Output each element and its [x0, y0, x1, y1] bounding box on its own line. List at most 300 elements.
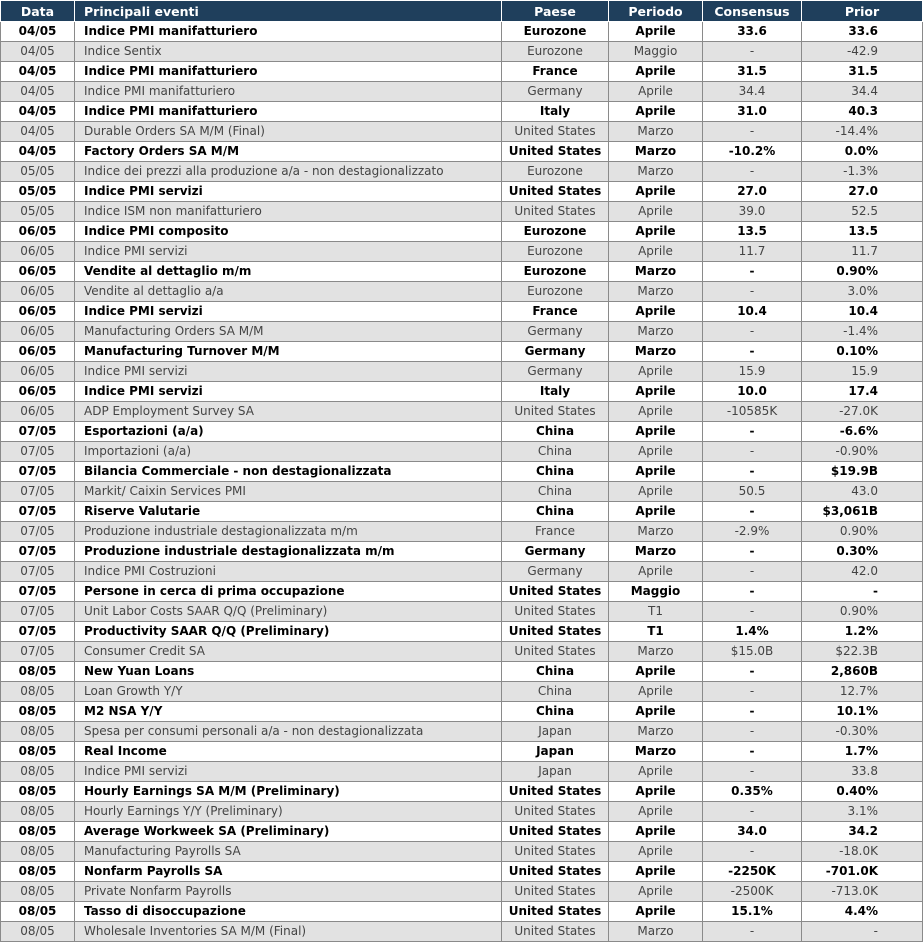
- cell-event: Private Nonfarm Payrolls: [75, 882, 502, 902]
- cell-consensus: $15.0B: [703, 642, 802, 662]
- cell-date: 07/05: [1, 622, 75, 642]
- table-row: [1, 122, 923, 142]
- cell-date: 06/05: [1, 382, 75, 402]
- cell-date: 07/05: [1, 542, 75, 562]
- cell-country: China: [502, 662, 609, 682]
- table-row: [1, 42, 923, 62]
- cell-event: Vendite al dettaglio m/m: [75, 262, 502, 282]
- cell-period: Aprile: [609, 442, 703, 462]
- cell-consensus: 34.4: [703, 82, 802, 102]
- cell-period: Aprile: [609, 202, 703, 222]
- cell-date: 04/05: [1, 22, 75, 42]
- cell-consensus: -: [703, 122, 802, 142]
- table-row: [1, 882, 923, 902]
- cell-date: 08/05: [1, 702, 75, 722]
- table-row: [1, 682, 923, 702]
- cell-period: Aprile: [609, 482, 703, 502]
- cell-prior: 42.0: [802, 562, 923, 582]
- cell-period: Aprile: [609, 562, 703, 582]
- cell-date: 07/05: [1, 582, 75, 602]
- cell-prior: 10.1%: [802, 702, 923, 722]
- table-row: [1, 662, 923, 682]
- cell-consensus: 50.5: [703, 482, 802, 502]
- cell-period: Aprile: [609, 382, 703, 402]
- cell-country: Germany: [502, 322, 609, 342]
- cell-event: Indice PMI servizi: [75, 362, 502, 382]
- cell-event: Manufacturing Turnover M/M: [75, 342, 502, 362]
- cell-date: 07/05: [1, 442, 75, 462]
- cell-event: Average Workweek SA (Preliminary): [75, 822, 502, 842]
- cell-date: 08/05: [1, 742, 75, 762]
- cell-consensus: 39.0: [703, 202, 802, 222]
- cell-date: 04/05: [1, 62, 75, 82]
- table-row: [1, 282, 923, 302]
- cell-date: 07/05: [1, 602, 75, 622]
- header-row: [1, 1, 923, 22]
- cell-country: France: [502, 522, 609, 542]
- cell-country: Germany: [502, 82, 609, 102]
- cell-prior: -0.90%: [802, 442, 923, 462]
- cell-prior: 0.10%: [802, 342, 923, 362]
- table-row: [1, 102, 923, 122]
- table-row: [1, 402, 923, 422]
- cell-event: Indice PMI servizi: [75, 382, 502, 402]
- cell-country: Eurozone: [502, 222, 609, 242]
- cell-period: Aprile: [609, 182, 703, 202]
- cell-date: 06/05: [1, 262, 75, 282]
- cell-event: Durable Orders SA M/M (Final): [75, 122, 502, 142]
- cell-country: Germany: [502, 362, 609, 382]
- cell-date: 04/05: [1, 42, 75, 62]
- cell-event: Productivity SAAR Q/Q (Preliminary): [75, 622, 502, 642]
- cell-prior: 0.40%: [802, 782, 923, 802]
- cell-country: United States: [502, 182, 609, 202]
- cell-period: Marzo: [609, 282, 703, 302]
- cell-prior: 3.0%: [802, 282, 923, 302]
- cell-date: 08/05: [1, 782, 75, 802]
- cell-date: 08/05: [1, 822, 75, 842]
- cell-period: Aprile: [609, 422, 703, 442]
- cell-country: China: [502, 502, 609, 522]
- table-row: [1, 922, 923, 942]
- table-row: [1, 362, 923, 382]
- cell-period: Aprile: [609, 222, 703, 242]
- cell-consensus: 15.1%: [703, 902, 802, 922]
- cell-date: 06/05: [1, 362, 75, 382]
- cell-consensus: 27.0: [703, 182, 802, 202]
- cell-consensus: -: [703, 682, 802, 702]
- cell-event: Importazioni (a/a): [75, 442, 502, 462]
- table-row: [1, 62, 923, 82]
- cell-prior: $3,061B: [802, 502, 923, 522]
- cell-country: Eurozone: [502, 242, 609, 262]
- cell-period: Marzo: [609, 322, 703, 342]
- cell-country: Eurozone: [502, 262, 609, 282]
- cell-consensus: -: [703, 562, 802, 582]
- cell-event: Indice PMI Costruzioni: [75, 562, 502, 582]
- cell-event: Manufacturing Orders SA M/M: [75, 322, 502, 342]
- table-row: [1, 222, 923, 242]
- cell-prior: 10.4: [802, 302, 923, 322]
- cell-prior: 33.6: [802, 22, 923, 42]
- cell-consensus: -: [703, 662, 802, 682]
- cell-consensus: -: [703, 422, 802, 442]
- table-row: [1, 462, 923, 482]
- cell-country: United States: [502, 642, 609, 662]
- table-row: [1, 442, 923, 462]
- table-body: [1, 22, 923, 942]
- cell-consensus: -: [703, 802, 802, 822]
- cell-consensus: -: [703, 542, 802, 562]
- cell-prior: 13.5: [802, 222, 923, 242]
- cell-date: 08/05: [1, 842, 75, 862]
- cell-consensus: 33.6: [703, 22, 802, 42]
- cell-prior: 4.4%: [802, 902, 923, 922]
- cell-period: Marzo: [609, 542, 703, 562]
- cell-event: Bilancia Commerciale - non destagionalizzata: [75, 462, 502, 482]
- cell-date: 07/05: [1, 462, 75, 482]
- cell-prior: 0.90%: [802, 262, 923, 282]
- cell-date: 05/05: [1, 162, 75, 182]
- cell-period: Marzo: [609, 342, 703, 362]
- cell-prior: $22.3B: [802, 642, 923, 662]
- cell-date: 06/05: [1, 222, 75, 242]
- cell-country: China: [502, 702, 609, 722]
- cell-country: Eurozone: [502, 42, 609, 62]
- cell-event: Produzione industriale destagionalizzata m/m: [75, 542, 502, 562]
- cell-country: China: [502, 442, 609, 462]
- header-prior: Prior: [802, 1, 923, 22]
- cell-date: 06/05: [1, 282, 75, 302]
- cell-period: Aprile: [609, 302, 703, 322]
- cell-consensus: -10.2%: [703, 142, 802, 162]
- cell-period: Aprile: [609, 102, 703, 122]
- cell-prior: -42.9: [802, 42, 923, 62]
- cell-date: 08/05: [1, 882, 75, 902]
- cell-event: Loan Growth Y/Y: [75, 682, 502, 702]
- cell-event: Indice PMI servizi: [75, 182, 502, 202]
- cell-country: China: [502, 682, 609, 702]
- cell-country: Japan: [502, 762, 609, 782]
- cell-date: 06/05: [1, 402, 75, 422]
- cell-event: Vendite al dettaglio a/a: [75, 282, 502, 302]
- cell-country: Eurozone: [502, 22, 609, 42]
- cell-prior: 43.0: [802, 482, 923, 502]
- cell-consensus: 0.35%: [703, 782, 802, 802]
- cell-period: T1: [609, 602, 703, 622]
- cell-period: Marzo: [609, 142, 703, 162]
- cell-consensus: -: [703, 702, 802, 722]
- cell-prior: -6.6%: [802, 422, 923, 442]
- table-row: [1, 622, 923, 642]
- cell-prior: -0.30%: [802, 722, 923, 742]
- cell-period: Maggio: [609, 42, 703, 62]
- table-row: [1, 302, 923, 322]
- cell-prior: 15.9: [802, 362, 923, 382]
- cell-event: Indice PMI servizi: [75, 302, 502, 322]
- table-header: [1, 1, 923, 22]
- cell-period: Marzo: [609, 122, 703, 142]
- cell-consensus: -: [703, 922, 802, 942]
- cell-country: United States: [502, 862, 609, 882]
- cell-consensus: -: [703, 162, 802, 182]
- cell-prior: -18.0K: [802, 842, 923, 862]
- cell-period: Aprile: [609, 242, 703, 262]
- cell-event: New Yuan Loans: [75, 662, 502, 682]
- cell-prior: 1.2%: [802, 622, 923, 642]
- table-row: [1, 542, 923, 562]
- cell-date: 08/05: [1, 922, 75, 942]
- cell-country: Eurozone: [502, 282, 609, 302]
- cell-date: 08/05: [1, 682, 75, 702]
- cell-country: Italy: [502, 102, 609, 122]
- cell-period: Aprile: [609, 702, 703, 722]
- table-row: [1, 502, 923, 522]
- cell-event: Indice PMI manifatturiero: [75, 62, 502, 82]
- table-row: [1, 422, 923, 442]
- table-row: [1, 482, 923, 502]
- cell-consensus: -2250K: [703, 862, 802, 882]
- cell-date: 07/05: [1, 642, 75, 662]
- table-row: [1, 602, 923, 622]
- cell-event: Hourly Earnings Y/Y (Preliminary): [75, 802, 502, 822]
- cell-prior: 1.7%: [802, 742, 923, 762]
- cell-event: Indice ISM non manifatturiero: [75, 202, 502, 222]
- table-row: [1, 742, 923, 762]
- cell-date: 04/05: [1, 122, 75, 142]
- cell-country: China: [502, 422, 609, 442]
- cell-date: 05/05: [1, 182, 75, 202]
- cell-country: United States: [502, 922, 609, 942]
- cell-date: 08/05: [1, 762, 75, 782]
- cell-consensus: 10.0: [703, 382, 802, 402]
- cell-event: Tasso di disoccupazione: [75, 902, 502, 922]
- table-row: [1, 182, 923, 202]
- table-row: [1, 22, 923, 42]
- cell-prior: -713.0K: [802, 882, 923, 902]
- cell-event: Esportazioni (a/a): [75, 422, 502, 442]
- cell-period: Aprile: [609, 822, 703, 842]
- table-row: [1, 702, 923, 722]
- cell-period: Aprile: [609, 402, 703, 422]
- cell-consensus: -: [703, 442, 802, 462]
- cell-event: Indice dei prezzi alla produzione a/a - non destagionalizzato: [75, 162, 502, 182]
- cell-country: France: [502, 62, 609, 82]
- cell-event: Indice PMI servizi: [75, 762, 502, 782]
- cell-consensus: -: [703, 762, 802, 782]
- cell-date: 06/05: [1, 242, 75, 262]
- cell-prior: 2,860B: [802, 662, 923, 682]
- table-row: [1, 262, 923, 282]
- cell-consensus: -: [703, 322, 802, 342]
- cell-date: 08/05: [1, 802, 75, 822]
- cell-period: Marzo: [609, 922, 703, 942]
- cell-event: Produzione industriale destagionalizzata m/m: [75, 522, 502, 542]
- cell-event: Indice PMI manifatturiero: [75, 102, 502, 122]
- cell-event: Real Income: [75, 742, 502, 762]
- cell-prior: 0.0%: [802, 142, 923, 162]
- cell-country: United States: [502, 902, 609, 922]
- table-row: [1, 762, 923, 782]
- cell-country: Germany: [502, 542, 609, 562]
- cell-prior: 52.5: [802, 202, 923, 222]
- cell-country: United States: [502, 882, 609, 902]
- cell-prior: -14.4%: [802, 122, 923, 142]
- cell-consensus: 31.5: [703, 62, 802, 82]
- cell-period: Aprile: [609, 902, 703, 922]
- cell-date: 08/05: [1, 862, 75, 882]
- cell-event: Riserve Valutarie: [75, 502, 502, 522]
- cell-period: Aprile: [609, 762, 703, 782]
- header-event: Principali eventi: [75, 1, 502, 22]
- cell-consensus: -2.9%: [703, 522, 802, 542]
- cell-date: 05/05: [1, 202, 75, 222]
- cell-prior: -1.3%: [802, 162, 923, 182]
- cell-country: United States: [502, 622, 609, 642]
- cell-date: 06/05: [1, 322, 75, 342]
- cell-period: Aprile: [609, 882, 703, 902]
- cell-prior: -: [802, 922, 923, 942]
- cell-prior: 0.30%: [802, 542, 923, 562]
- cell-country: United States: [502, 122, 609, 142]
- cell-period: Marzo: [609, 722, 703, 742]
- header-date: Data: [1, 1, 75, 22]
- cell-date: 06/05: [1, 302, 75, 322]
- cell-consensus: -: [703, 262, 802, 282]
- header-country: Paese: [502, 1, 609, 22]
- cell-prior: 3.1%: [802, 802, 923, 822]
- cell-country: Italy: [502, 382, 609, 402]
- cell-event: Hourly Earnings SA M/M (Preliminary): [75, 782, 502, 802]
- table-row: [1, 722, 923, 742]
- cell-period: Marzo: [609, 742, 703, 762]
- table-row: [1, 382, 923, 402]
- table-row: [1, 202, 923, 222]
- cell-prior: 40.3: [802, 102, 923, 122]
- table-row: [1, 522, 923, 542]
- cell-country: China: [502, 462, 609, 482]
- cell-prior: 12.7%: [802, 682, 923, 702]
- cell-period: Aprile: [609, 502, 703, 522]
- header-period: Periodo: [609, 1, 703, 22]
- cell-consensus: -: [703, 502, 802, 522]
- cell-period: Aprile: [609, 22, 703, 42]
- cell-date: 04/05: [1, 142, 75, 162]
- cell-country: United States: [502, 802, 609, 822]
- table-row: [1, 802, 923, 822]
- cell-country: France: [502, 302, 609, 322]
- cell-event: Persone in cerca di prima occupazione: [75, 582, 502, 602]
- table-row: [1, 782, 923, 802]
- cell-prior: 0.90%: [802, 602, 923, 622]
- cell-period: Marzo: [609, 162, 703, 182]
- cell-prior: -27.0K: [802, 402, 923, 422]
- cell-event: M2 NSA Y/Y: [75, 702, 502, 722]
- cell-prior: 27.0: [802, 182, 923, 202]
- cell-period: Aprile: [609, 462, 703, 482]
- cell-prior: 0.90%: [802, 522, 923, 542]
- cell-date: 04/05: [1, 82, 75, 102]
- cell-consensus: -: [703, 342, 802, 362]
- cell-period: Marzo: [609, 642, 703, 662]
- table-row: [1, 162, 923, 182]
- cell-event: Spesa per consumi personali a/a - non destagionalizzata: [75, 722, 502, 742]
- cell-country: Japan: [502, 722, 609, 742]
- cell-consensus: 1.4%: [703, 622, 802, 642]
- cell-country: Germany: [502, 342, 609, 362]
- cell-period: Aprile: [609, 362, 703, 382]
- cell-date: 07/05: [1, 502, 75, 522]
- cell-consensus: 13.5: [703, 222, 802, 242]
- table-row: [1, 842, 923, 862]
- cell-consensus: -10585K: [703, 402, 802, 422]
- cell-event: Markit/ Caixin Services PMI: [75, 482, 502, 502]
- cell-consensus: -: [703, 842, 802, 862]
- table-row: [1, 562, 923, 582]
- cell-prior: 34.4: [802, 82, 923, 102]
- table-row: [1, 142, 923, 162]
- cell-consensus: -: [703, 742, 802, 762]
- cell-period: Maggio: [609, 582, 703, 602]
- cell-country: Eurozone: [502, 162, 609, 182]
- table-row: [1, 862, 923, 882]
- cell-period: Aprile: [609, 782, 703, 802]
- cell-consensus: 34.0: [703, 822, 802, 842]
- cell-period: Marzo: [609, 262, 703, 282]
- cell-consensus: -: [703, 582, 802, 602]
- cell-event: Factory Orders SA M/M: [75, 142, 502, 162]
- cell-period: Aprile: [609, 62, 703, 82]
- cell-prior: 11.7: [802, 242, 923, 262]
- cell-consensus: 15.9: [703, 362, 802, 382]
- cell-consensus: -: [703, 722, 802, 742]
- table-row: [1, 322, 923, 342]
- table-row: [1, 582, 923, 602]
- cell-country: Japan: [502, 742, 609, 762]
- cell-prior: -1.4%: [802, 322, 923, 342]
- cell-consensus: 11.7: [703, 242, 802, 262]
- cell-prior: 31.5: [802, 62, 923, 82]
- cell-event: Unit Labor Costs SAAR Q/Q (Preliminary): [75, 602, 502, 622]
- cell-country: United States: [502, 402, 609, 422]
- cell-period: T1: [609, 622, 703, 642]
- cell-period: Aprile: [609, 842, 703, 862]
- cell-country: United States: [502, 782, 609, 802]
- cell-date: 07/05: [1, 562, 75, 582]
- cell-date: 08/05: [1, 722, 75, 742]
- cell-period: Aprile: [609, 802, 703, 822]
- cell-prior: $19.9B: [802, 462, 923, 482]
- table-row: [1, 342, 923, 362]
- cell-consensus: -2500K: [703, 882, 802, 902]
- table-row: [1, 822, 923, 842]
- cell-event: Indice PMI manifatturiero: [75, 22, 502, 42]
- cell-prior: -: [802, 582, 923, 602]
- cell-event: Indice PMI composito: [75, 222, 502, 242]
- cell-prior: 34.2: [802, 822, 923, 842]
- cell-event: Nonfarm Payrolls SA: [75, 862, 502, 882]
- cell-consensus: -: [703, 42, 802, 62]
- cell-consensus: -: [703, 462, 802, 482]
- cell-consensus: -: [703, 602, 802, 622]
- cell-country: Germany: [502, 562, 609, 582]
- cell-date: 04/05: [1, 102, 75, 122]
- cell-period: Marzo: [609, 522, 703, 542]
- cell-date: 07/05: [1, 522, 75, 542]
- cell-prior: 33.8: [802, 762, 923, 782]
- cell-country: United States: [502, 842, 609, 862]
- cell-event: Indice Sentix: [75, 42, 502, 62]
